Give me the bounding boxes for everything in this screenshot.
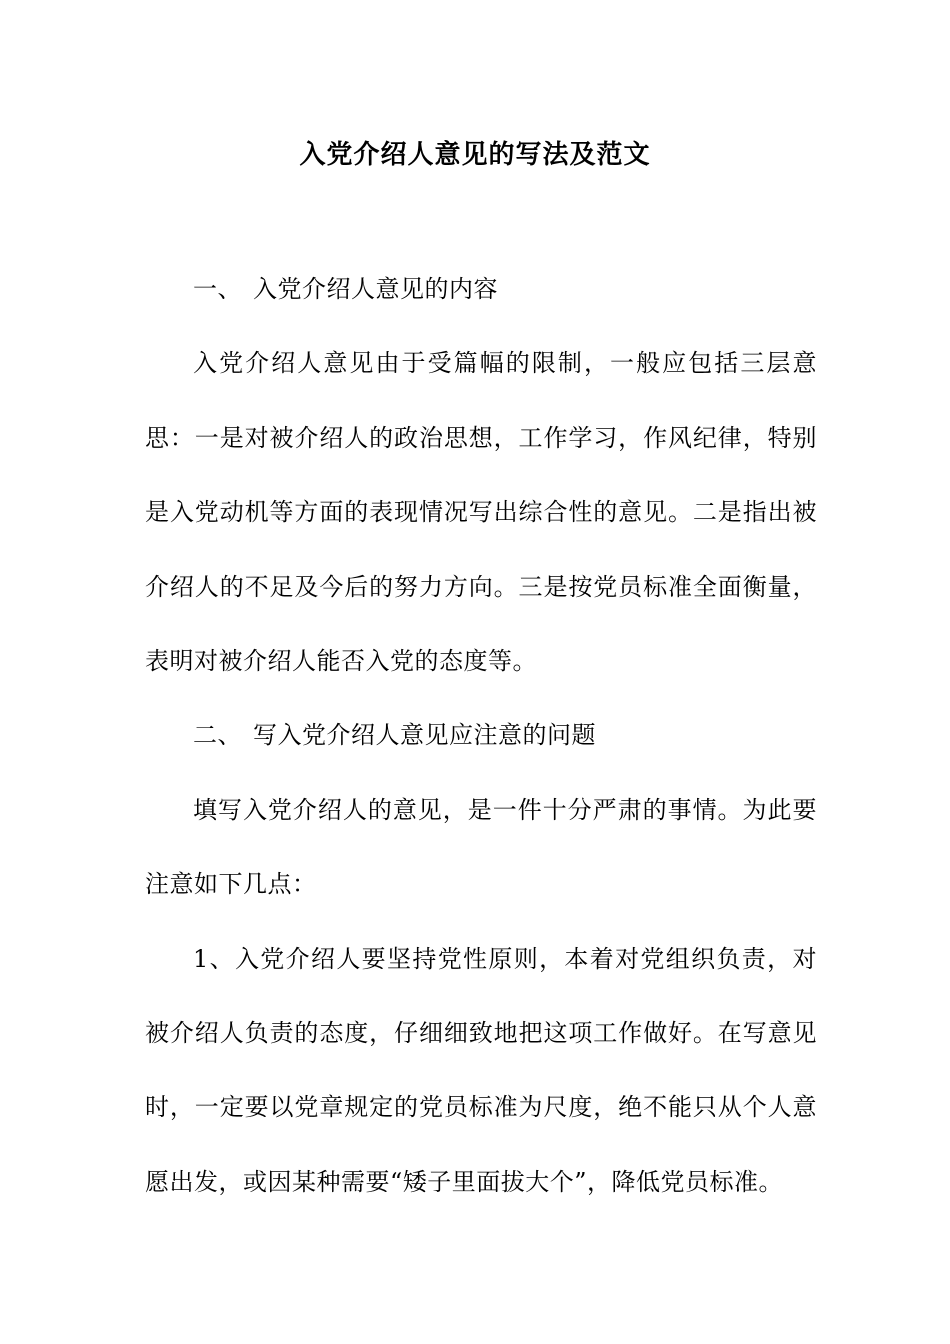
paragraph-point-1: 1、入党介绍人要坚持党性原则，本着对党组织负责，对被介绍人负责的态度，仔细细致地把这项工作做好。在写意见时，一定要以党章规定的党员标准为尺度，绝不能只从个人意愿出发，或因某种需要“矮子里面拔大个”，降低党员标准。: [145, 944, 817, 1196]
document-title: 入党介绍人意见的写法及范文: [299, 140, 651, 170]
section-number-2: 二、: [193, 721, 242, 750]
document-body: [145, 252, 817, 1219]
section-title-1: 入党介绍人意见的内容: [253, 275, 498, 303]
paragraph-content-overview: 入党介绍人意见由于受篇幅的限制，一般应包括三层意思：一是对被介绍人的政治思想，工作学习，作风纪律，特别是入党动机等方面的表现情况写出综合性的意见。二是指出被介绍人的不足及今后的努力方向。三是按党员标准全面衡量，表明对被介绍人能否入党的态度等。: [145, 349, 817, 676]
section-title-2: 写入党介绍人意见应注意的问题: [253, 721, 596, 750]
paragraph-attention-intro: 填写入党介绍人的意见，是一件十分严肃的事情。为此要注意如下几点：: [145, 795, 817, 899]
section-heading-1: [145, 252, 817, 326]
section-number-1: 一、: [193, 275, 242, 303]
section-heading-2: [145, 698, 817, 772]
